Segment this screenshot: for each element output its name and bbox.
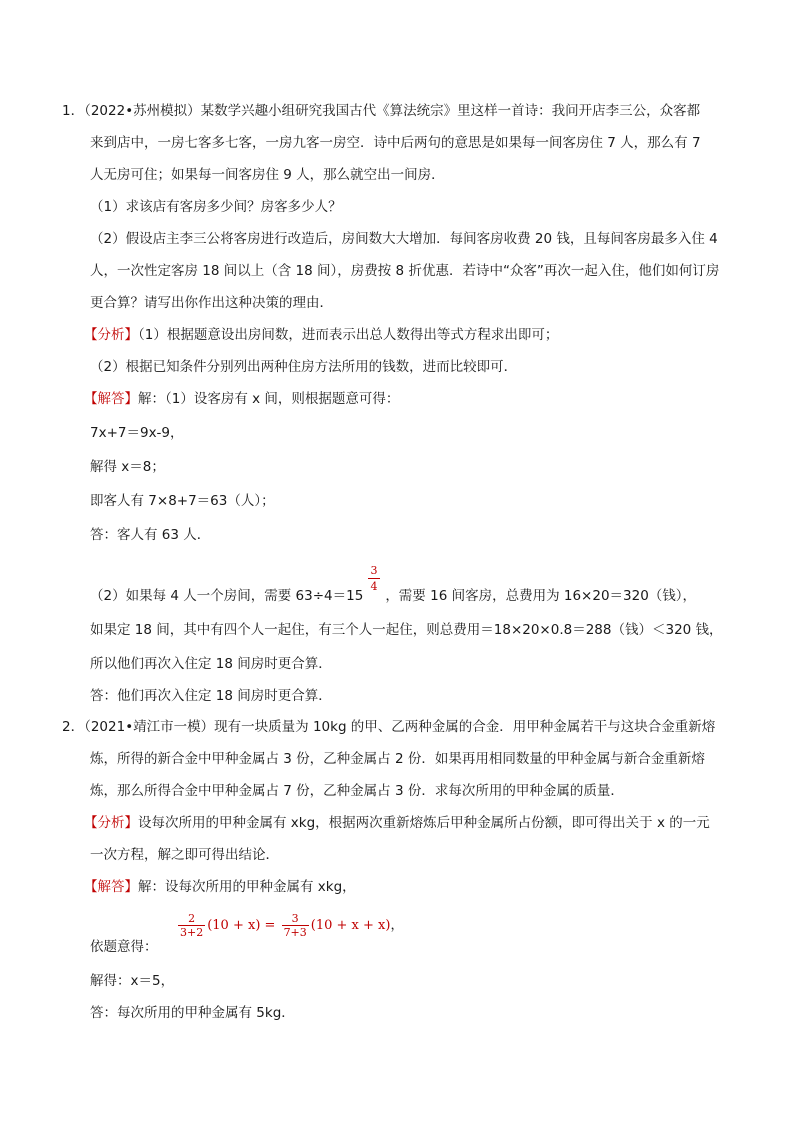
q2-answer-line <box>84 877 356 897</box>
mixed-fraction <box>368 564 380 593</box>
q1-solve: 解得 x＝8； <box>90 459 165 475</box>
q1-stem-line3: 人无房可住；如果每一间客房住 9 人，那么就空出一间房． <box>90 167 445 183</box>
left-numerator: 2 <box>188 912 196 925</box>
q2-equation-label: 依题意得： <box>90 939 158 955</box>
q1-part2-line3: 更合算？请写出你作出这种决策的理由． <box>90 295 333 311</box>
analysis-tag: 【分析】 <box>84 815 138 831</box>
answer-intro: 解：（1）设客房有 x 间，则根据题意可得： <box>138 391 400 407</box>
analysis-text: 设每次所用的甲种金属有 xkg，根据两次重新熔炼后甲种金属所占份额，即可得出关于 x 的一元 <box>138 815 710 831</box>
q1-analysis-line1 <box>84 325 558 345</box>
answer-tag: 【解答】 <box>84 391 138 407</box>
q2-stem-line2: 炼，所得的新合金中甲种金属占 3 份，乙种金属占 2 份．如果再用相同数量的甲种金属与新合金重新熔 <box>90 751 705 767</box>
p2-after-fraction: ，需要 16 间客房，总费用为 16×20＝320（钱）， <box>385 588 697 604</box>
q1-answer1: 答：客人有 63 人． <box>90 527 211 543</box>
p2-before-fraction: （2）如果每 4 人一个房间，需要 63÷4＝15 <box>90 588 364 604</box>
q2-stem-line1: 2．（2021•靖江市一模）现有一块质量为 10kg 的甲、乙两种金属的合金．用甲种金属若干与这块合金重新熔 <box>62 719 716 735</box>
q1-part1: （1）求该店有客房多少间？房客多少人？ <box>90 199 342 215</box>
answer-tag: 【解答】 <box>84 879 138 895</box>
q2-equation <box>176 912 403 939</box>
q1-guests: 即客人有 7×8+7＝63（人）； <box>90 493 275 509</box>
left-fraction <box>178 912 205 939</box>
equation-tail: ， <box>390 918 404 933</box>
left-denominator: 3+2 <box>180 926 204 939</box>
q2-analysis-line2: 一次方程，解之即可得出结论． <box>90 847 279 863</box>
q1-part2-solution-line1 <box>90 586 696 606</box>
q2-stem-line3: 炼，那么所得合金中甲种金属占 7 份，乙种金属占 3 份．求每次所用的甲种金属的质量． <box>90 783 624 799</box>
analysis-tag: 【分析】 <box>84 327 138 343</box>
q1-equation: 7x+7＝9x-9， <box>90 425 184 441</box>
q1-part2-solution-line2: 如果定 18 间，其中有四个人一起住，有三个人一起住，则总费用＝18×20×0.8＝288（钱）＜320 钱， <box>90 622 723 638</box>
right-body: (10 + x + x) <box>310 918 391 933</box>
fraction-numerator: 3 <box>370 564 378 577</box>
q1-part2-line2: 人，一次性定客房 18 间以上（含 18 间），房费按 8 折优惠．若诗中“众客”再次一起入住，他们如何订房 <box>90 263 720 279</box>
analysis-text: （1）根据题意设出房间数，进而表示出总人数得出等式方程求出即可； <box>138 327 559 343</box>
q2-final-answer: 答：每次所用的甲种金属有 5kg． <box>90 1005 295 1021</box>
right-fraction <box>282 912 309 939</box>
q1-answer-line <box>84 389 399 409</box>
q1-stem-line2: 来到店中，一房七客多七客，一房九客一房空．诗中后两句的意思是如果每一间客房住 7 人，那么有 7 <box>90 135 701 151</box>
q2-analysis-line1 <box>84 813 710 833</box>
fraction-denominator: 4 <box>370 580 378 593</box>
q1-analysis-line2: （2）根据已知条件分别列出两种住房方法所用的钱数，进而比较即可． <box>90 359 518 375</box>
q2-solve: 解得：x＝5， <box>90 973 175 989</box>
q1-part2-line1: （2）假设店主李三公将客房进行改造后，房间数大大增加．每间客房收费 20 钱，且每间客房最多入住 4 <box>90 231 718 247</box>
left-body: (10 + x) = <box>207 918 276 933</box>
right-numerator: 3 <box>291 912 299 925</box>
q1-stem-line1: 1．（2022•苏州模拟）某数学兴趣小组研究我国古代《算法统宗》里这样一首诗：我问开店李三公，众客都 <box>62 103 701 119</box>
q1-answer2: 答：他们再次入住定 18 间房时更合算． <box>90 688 332 704</box>
q1-part2-solution-line3: 所以他们再次入住定 18 间房时更合算． <box>90 656 332 672</box>
right-denominator: 7+3 <box>283 926 307 939</box>
answer-intro: 解：设每次所用的甲种金属有 xkg， <box>138 879 356 895</box>
